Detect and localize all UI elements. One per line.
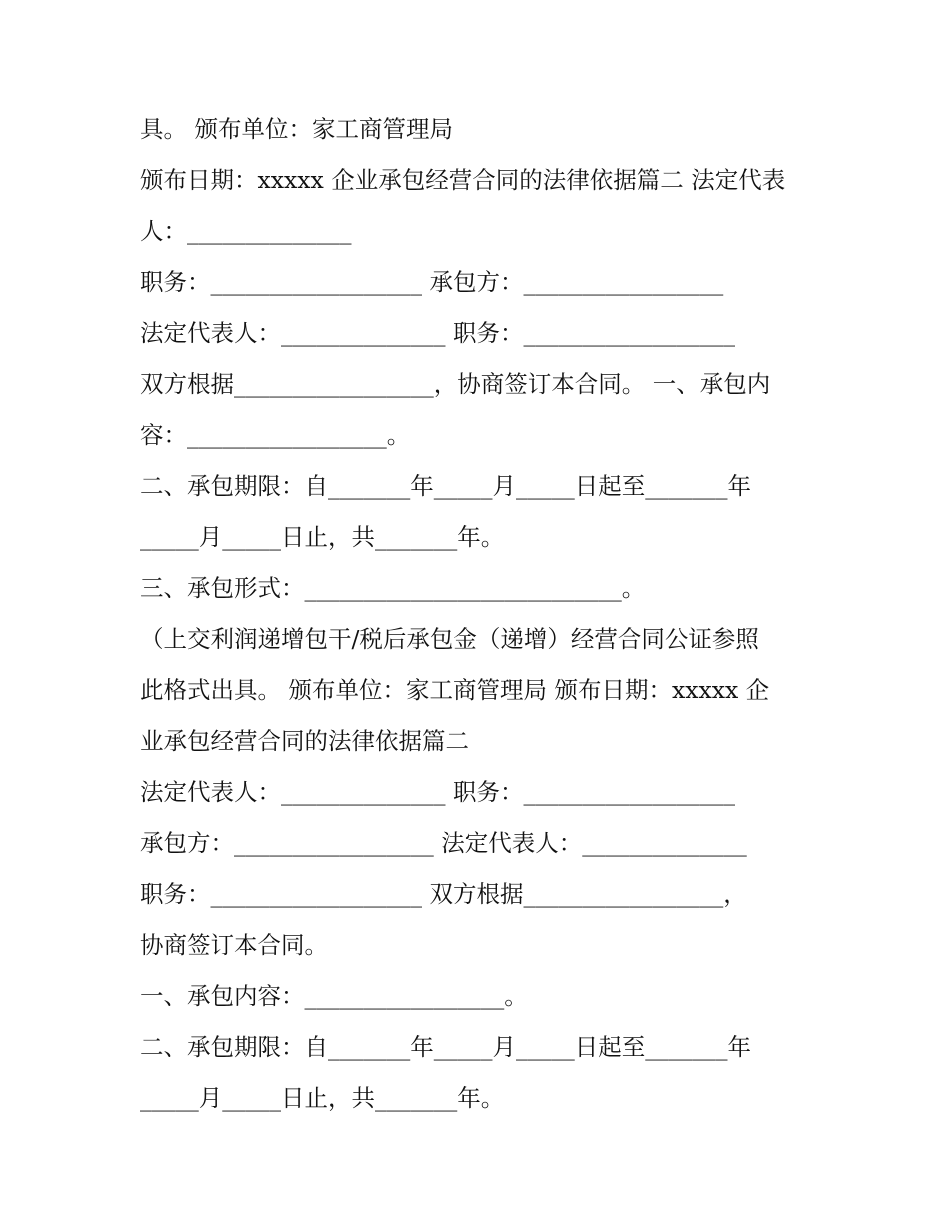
text-line: 职务：__________________ 双方根据_________________，	[140, 880, 747, 908]
text-line: 双方根据_________________，协商签订本合同。 一、承包内	[140, 370, 771, 398]
text-line: 二、承包期限：自_______年_____月_____日起至_______年	[140, 1033, 751, 1061]
text-line: 法定代表人：______________ 职务：__________________	[140, 778, 735, 806]
text-line: 法定代表人：______________ 职务：__________________	[140, 319, 735, 347]
text-line: _____月_____日止，共_______年。	[140, 523, 505, 551]
document-body	[140, 104, 820, 1124]
text-line: 容：_________________。	[140, 421, 411, 449]
text-line: 协商签订本合同。	[140, 931, 328, 959]
text-line: 二、承包期限：自_______年_____月_____日起至_______年	[140, 472, 751, 500]
text-line: （上交利润递增包干/税后承包金（递增）经营合同公证参照	[140, 625, 759, 653]
text-line: 职务：__________________ 承包方：_________________	[140, 268, 724, 296]
text-line: 颁布日期：xxxxx 企业承包经营合同的法律依据篇二 法定代表	[140, 166, 786, 194]
text-line: 人：______________	[140, 217, 352, 245]
text-line: 三、承包形式：___________________________。	[140, 574, 646, 602]
text-line: 此格式出具。 颁布单位：家工商管理局 颁布日期：xxxxx 企	[140, 676, 770, 704]
text-line: 承包方：_________________ 法定代表人：______________	[140, 829, 747, 857]
text-line: 一、承包内容：_________________。	[140, 982, 528, 1010]
text-line: 业承包经营合同的法律依据篇二	[140, 727, 469, 755]
text-line: _____月_____日止，共_______年。	[140, 1084, 505, 1112]
text-line: 具。 颁布单位：家工商管理局	[140, 115, 453, 143]
